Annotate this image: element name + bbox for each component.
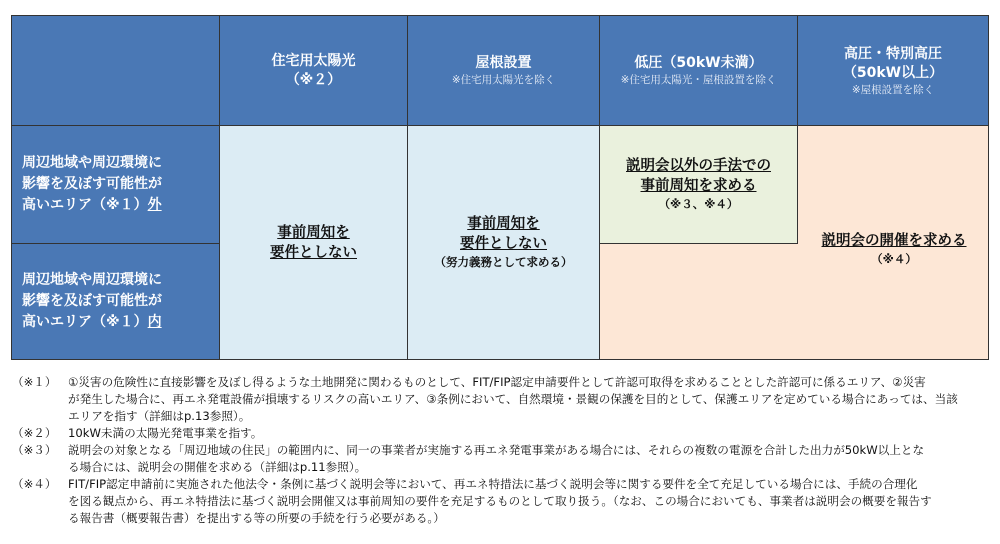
cell-roof-sub: （努力義務として求める） [434, 255, 573, 269]
header-low-voltage [600, 16, 798, 126]
cell-low-voltage-line2: 事前周知を求める [640, 178, 757, 194]
header-high-voltage-line2: （50kW以上） [842, 64, 944, 81]
footnote-3-line1: 説明会の対象となる「周辺地域の住民」の範囲内に、同一の事業者が実施する再エネ発電事業がある場合には、それらの複数の電源を合計した出力が50kW以上とな [68, 443, 925, 457]
row-label-outside [12, 126, 220, 244]
footnote-2-line1: 10kW未満の太陽光発電事業を指す。 [68, 426, 263, 440]
row-label-inside-line1: 周辺地域や周辺環境に [22, 272, 162, 288]
footnote-3-key: （※３） [12, 443, 57, 457]
header-low-voltage-sub: ※住宅用太陽光・屋根設置を除く [620, 74, 777, 86]
footnote-1-key: （※１） [12, 375, 57, 389]
cell-residential-line1: 事前周知を [277, 224, 350, 241]
header-high-voltage-title: 高圧・特別高圧 [844, 45, 942, 62]
footnote-3-line2: る場合には、説明会の開催を求める（詳細はp.11参照）。 [68, 460, 367, 474]
row-label-outside-line1: 周辺地域や周辺環境に [22, 155, 162, 171]
cell-roof-line2: 要件としない [460, 236, 547, 252]
header-residential-title: 住宅用太陽光 [271, 52, 356, 69]
footnote-1-line2: が発生した場合に、再エネ発電設備が損壊するリスクの高いエリア、③条例において、自然環境・景観の保護を目的として、保護エリアを定めている場合にあっては、当該 [68, 392, 958, 406]
footnote-4-line1: FIT/FIP認定申請前に実施された他法令・条例に基づく説明会等において、再エネ特措法に基づく説明会等に関する要件を全て充足している場合には、手続の合理化 [68, 477, 918, 491]
footnote-1-line3: エリアを指す（詳細はp.13参照）。 [68, 409, 251, 423]
briefing-text [600, 231, 988, 268]
row-label-inside-line2: 影響を及ぼす可能性が [22, 293, 162, 309]
row-label-outside-emph: 外 [147, 197, 162, 213]
row-label-inside [12, 244, 220, 359]
header-roof-sub: ※住宅用太陽光を除く [451, 74, 556, 86]
header-high-voltage [798, 16, 988, 126]
header-low-voltage-title: 低圧（50kW未満） [634, 55, 763, 71]
row-label-inside-line3: 高いエリア（※１）内 [22, 314, 162, 330]
footnotes [12, 374, 992, 527]
cell-low-voltage-line1: 説明会以外の手法での [626, 158, 771, 174]
header-high-voltage-sub: ※屋根設置を除く [851, 83, 935, 96]
briefing-sub: （※４） [871, 252, 917, 266]
cell-roof [408, 126, 600, 359]
requirements-table [11, 15, 989, 360]
row-label-inside-emph: 内 [147, 314, 162, 330]
cell-residential [220, 126, 408, 359]
briefing-main: 説明会の開催を求める [821, 233, 967, 249]
header-corner [12, 16, 220, 126]
footnote-3 [12, 442, 992, 476]
header-residential-note: （※２） [285, 71, 342, 88]
header-roof-title: 屋根設置 [475, 55, 532, 71]
footnote-4-key: （※４） [12, 477, 57, 491]
cell-low-voltage-sub: （※３、※４） [658, 197, 739, 211]
footnote-4 [12, 476, 992, 527]
row-label-outside-line2: 影響を及ぼす可能性が [22, 176, 162, 192]
footnote-2 [12, 425, 992, 442]
footnote-2-key: （※２） [12, 426, 57, 440]
footnote-4-line3: る報告書（概要報告書）を提出する等の所要の手続を行う必要がある。） [68, 511, 445, 525]
cell-roof-line1: 事前周知を [467, 216, 540, 232]
footnote-1-line1: ①災害の危険性に直接影響を及ぼし得るような土地開発に関わるものとして、FIT/FIP認定申請要件として許認可取得を求めることとした許認可に係るエリア、②災害 [68, 375, 926, 389]
cell-low-voltage-outside [600, 126, 798, 244]
footnote-1 [12, 374, 992, 425]
row-label-outside-line3: 高いエリア（※１）外 [22, 197, 162, 213]
header-roof [408, 16, 600, 126]
header-residential-solar [220, 16, 408, 126]
footnote-4-line2: を図る観点から、再エネ特措法に基づく説明会開催又は事前周知の要件を充足するものとして取り扱う。（なお、この場合においても、事業者は説明会の概要を報告す [68, 494, 932, 508]
cell-residential-line2: 要件としない [270, 244, 357, 261]
